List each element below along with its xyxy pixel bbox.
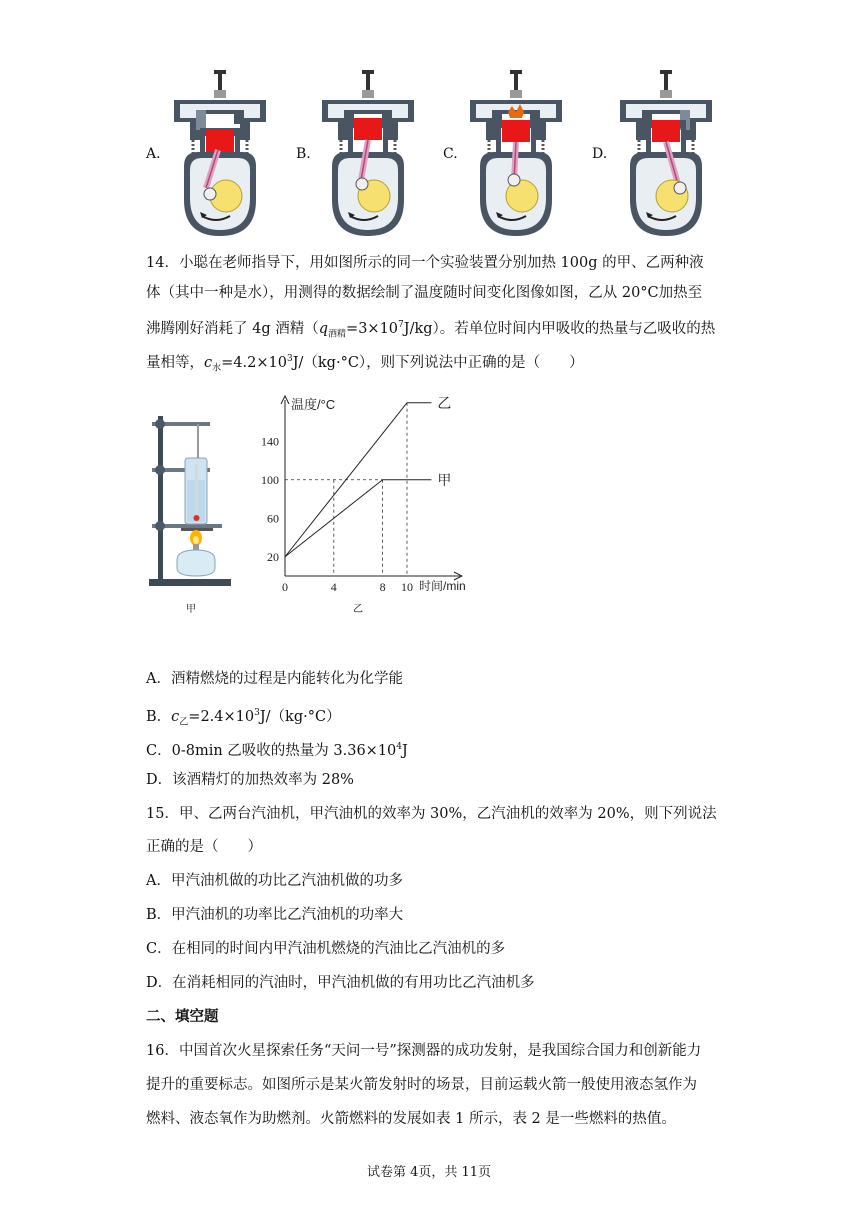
q16-line-1: 16．中国首次火星探索任务“天问一号”探测器的成功发射，是我国综合国力和创新能力	[146, 1043, 702, 1059]
q16-line-3: 燃料、液态氧作为助燃剂。火箭燃料的发展如表 1 所示，表 2 是一些燃料的热值。	[146, 1111, 676, 1127]
q15-option-b: B．甲汽油机的功率比乙汽油机的功率大	[146, 907, 404, 923]
series-line-jia	[285, 480, 431, 557]
q14-option-a: A．酒精燃烧的过程是内能转化为化学能	[146, 671, 403, 687]
heating-apparatus-illustration	[145, 408, 240, 590]
y-tick-label: 100	[261, 472, 279, 487]
q15-line-1: 15．甲、乙两台汽油机，甲汽油机的效率为 30%，乙汽油机的效率为 20%，则下列说法	[146, 806, 717, 822]
q15-option-d: D．在消耗相同的汽油时，甲汽油机做的有用功比乙汽油机多	[146, 975, 535, 991]
temperature-time-chart	[255, 390, 485, 600]
x-axis-label: 时间/min	[419, 579, 466, 593]
q15-option-a: A．甲汽油机做的功比乙汽油机做的功多	[146, 873, 403, 889]
q14-option-c: C．0-8min 乙吸收的热量为 $3.36\times 10^4J$	[146, 742, 408, 759]
q15-option-c: C．在相同的时间内甲汽油机燃烧的汽油比乙汽油机的多	[146, 941, 506, 957]
x-tick-label: 0	[282, 580, 288, 594]
q14-line-1: 14．小聪在老师指导下，用如图所示的同一个实验装置分别加热 100g 的甲、乙两种液	[146, 255, 704, 271]
q15-line-2: 正确的是（ ）	[146, 839, 262, 855]
option-d-label: D.	[592, 146, 608, 162]
y-tick-label: 140	[261, 434, 279, 449]
y-tick-label: 20	[267, 549, 279, 564]
section-title-fill-in: 二、填空题	[146, 1008, 219, 1025]
option-b-label: B.	[296, 146, 311, 162]
y-axis-label: 温度/°C	[291, 397, 336, 412]
series-label: 乙	[437, 395, 452, 412]
option-a-label: A.	[146, 146, 161, 162]
engine-diagram-a	[170, 70, 270, 238]
figure-label-right: 乙	[353, 604, 363, 615]
q14-line-2: 体（其中一种是水），用测得的数据绘制了温度随时间变化图像如图，乙从 20°C加热至	[146, 285, 703, 301]
option-c-label: C.	[443, 146, 458, 162]
page-footer: 试卷第 4页，共 11页	[367, 1165, 492, 1180]
figure-label-left: 甲	[186, 604, 196, 615]
engine-diagram-c	[466, 70, 566, 238]
engine-diagram-d	[616, 70, 716, 238]
q14-line-4: 量相等，$c_水=4.2\times 10^3J/(kg\cdot^\circ C)$，则下列说法中正确的是（ ）	[146, 354, 584, 374]
x-tick-label: 10	[401, 580, 413, 594]
q14-option-b: B．$c_乙=2.4\times 10^3J/(kg\cdot^\circ C)$	[146, 708, 341, 728]
series-label: 甲	[437, 472, 452, 489]
q14-option-d: D．该酒精灯的加热效率为 28%	[146, 772, 354, 788]
x-tick-label: 4	[330, 580, 337, 594]
x-tick-label: 8	[379, 580, 386, 594]
q14-line-3: 沸腾刚好消耗了 4g 酒精$(q_{酒精}=3\times 10^7J/kg)$。若单位时间内甲吸收的热量与乙吸收的热	[146, 320, 716, 340]
engine-diagram-b	[318, 70, 418, 238]
q16-line-2: 提升的重要标志。如图所示是某火箭发射时的场景，目前运载火箭一般使用液态氢作为	[146, 1077, 697, 1093]
y-tick-label: 60	[267, 511, 279, 526]
